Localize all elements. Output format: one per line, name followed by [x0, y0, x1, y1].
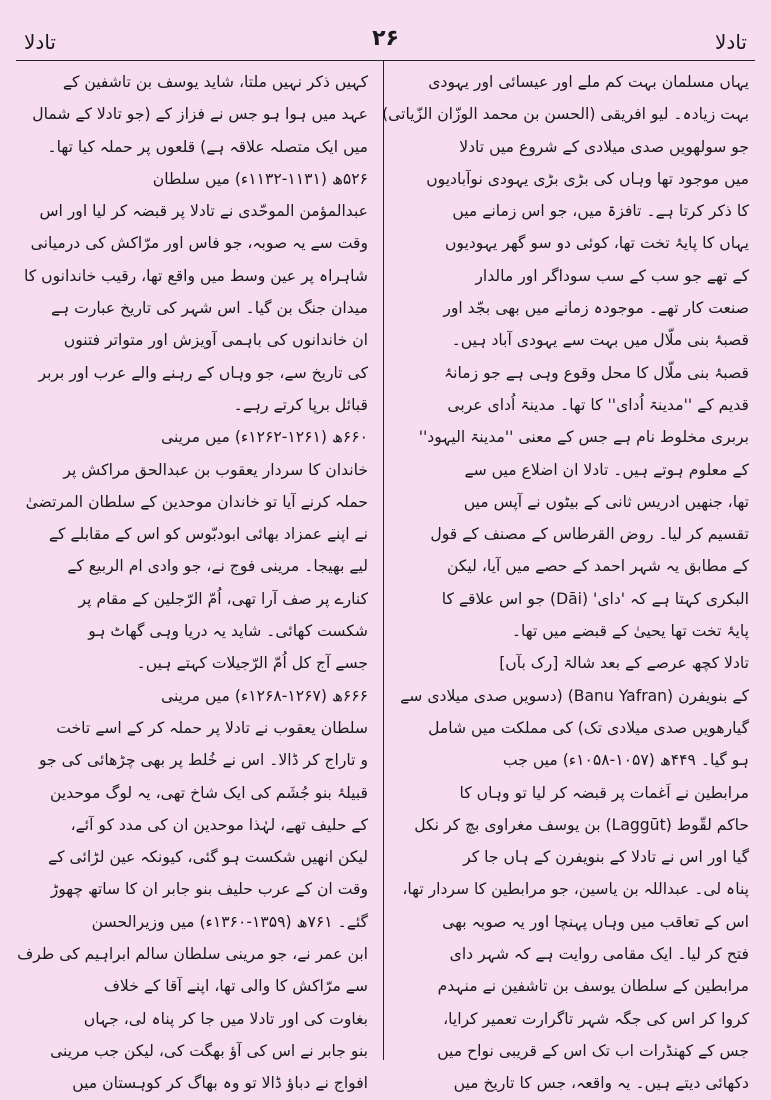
text-line: کروا کر اس کی جگہ شہر تاگرارت تعمیر کرایا،: [443, 1009, 749, 1028]
text-line: صنعت کار تھے۔ موجودہ زمانے میں بھی بجّد اور: [443, 299, 749, 318]
text-line: ہو گیا۔ ۴۴۹ھ (۱۰۵۷-۱۰۵۸ء) میں جب: [502, 751, 749, 770]
text-line: قبیلۂ بنو جُشَم کی ایک شاخ تھی، یہ لوگ موحدین: [50, 783, 368, 802]
text-line: پناہ لی۔ عبداللہ بن یاسین، جو مرابطین کا سردار تھا،: [402, 880, 749, 899]
header-rule: [16, 60, 755, 61]
text-line: دکھائی دیتے ہیں۔ یہ واقعہ، جس کا تاریخ میں: [453, 1074, 749, 1093]
text-line: حاکم لقّوط (Laggūt) بن یوسف مغراوی بچ کر نکل: [414, 815, 749, 834]
text-line: ان خاندانوں کی باہمی آویزش اور متواتر فتنوں: [63, 331, 368, 350]
text-column-right: [382, 66, 749, 1093]
text-line: میدان جنگ بن گیا۔ اس شہر کی تاریخ عبارت ہے: [50, 299, 368, 318]
text-line: عبدالمؤمن الموحّدی نے تادلا پر قبضہ کر لیا اور اس: [39, 202, 368, 221]
header-title-left: تادلا: [24, 30, 56, 54]
text-line: جس کے کھنڈرات اب تک اس کے قریبی نواح میں: [437, 1041, 749, 1060]
text-line: البکری کہتا ہے کہ 'دای' (Dāi) جو اس علاقے کا: [441, 589, 749, 608]
text-line: افواج نے دباؤ ڈالا تو وہ بھاگ کر کوہستان میں: [72, 1074, 368, 1093]
text-line: مرابطین کے سلطان یوسف بن تاشفین نے منہدم: [437, 977, 749, 996]
text-line: گئے۔ ۷۶۱ھ (۱۳۵۹-۱۳۶۰ء) میں وزیرالحسن: [91, 912, 368, 931]
text-line: قصبۂ بنی ملّال کا محل وقوع وہی ہے جو زمانۂ: [444, 363, 749, 382]
text-line: تقسیم کر لیا۔ روض القرطاس کے مصنف کے قول: [430, 525, 749, 544]
text-line: میں موجود تھا وہاں کی بڑی بڑی یہودی نوآبادیوں: [426, 169, 749, 188]
page-number: ۲۶: [372, 26, 399, 51]
text-line: حملہ کرنے آیا تو خاندان موحدین کے سلطان المرتضیٰ: [25, 492, 368, 511]
column-left-text: [17, 66, 368, 1100]
text-line: یہاں مسلمان بہت کم ملے اور عیسائی اور یہودی: [428, 73, 749, 91]
text-line: گیارھویں صدی میلادی تک) کی مملکت میں شامل: [428, 718, 749, 737]
text-line: کے بنویفرن (Banu Yafran) (دسویں صدی میلادی سے: [400, 686, 749, 705]
text-line: تادلا کچھ عرصے کے بعد شالۃ [رک بآں]: [499, 654, 749, 673]
text-line: جسے آج کل اُمّ الرّجیلات کہتے ہیں۔: [136, 654, 368, 673]
text-column-left: [17, 66, 368, 1093]
text-line: پایۂ تخت تھا یحییٰ کے قبضے میں تھا۔: [511, 622, 749, 641]
text-line: خاندان کا سردار یعقوب بن عبدالحق مراکش پر: [63, 460, 368, 479]
column-divider: [383, 60, 384, 1060]
text-line: عہد میں ہوا ہو جس نے فزاز کے (جو تادلا کے شمال: [32, 105, 368, 124]
text-line: کا ذکر کرتا ہے۔ تافزۃ میں، جو اس زمانے میں: [452, 202, 749, 221]
text-line: کے تھے جو سب کے سب سوداگر اور مالدار: [475, 266, 749, 285]
text-line: لیکن انھیں شکست ہو گئی، کیونکہ عین لڑائی کے: [47, 848, 368, 867]
text-line: کنارے پر صف آرا تھی، اُمّ الرّجلین کے مقام پر: [78, 589, 368, 608]
text-line: و تاراج کر ڈالا۔ اس نے خُلط پر بھی چڑھائی کی جو: [39, 751, 368, 770]
column-right-text: [382, 66, 749, 1100]
text-line: قبائل برپا کرتے رہے۔: [233, 395, 368, 414]
text-line: ۶۶۶ھ (۱۲۶۷-۱۲۶۸ء) میں مرینی: [160, 686, 368, 705]
text-line: اس کے تعاقب میں وہاں پہنچا اور یہ صوبہ بھی: [442, 912, 749, 931]
text-line: ابن عمر نے، جو مرینی سلطان سالم ابراہیم کی طرف: [17, 945, 368, 964]
text-line: سلطان یعقوب نے تادلا پر حملہ کر کے اسے تاخت: [56, 718, 368, 737]
text-line: وقت سے یہ صوبہ، جو فاس اور مرّاکش کی درمیانی: [30, 234, 368, 253]
text-line: کے معلوم ہوتے ہیں۔ تادلا ان اضلاع میں سے: [464, 460, 749, 479]
text-line: تھا، جنھیں ادریس ثانی کے بیٹوں نے آپس میں: [463, 492, 749, 511]
text-line: قدیم کے ''مدینۃ اُدای'' کا تھا۔ مدینۃ اُدای عربی: [447, 395, 749, 414]
text-line: کی تاریخ سے، جو وہاں کے رہنے والے عرب اور بربر: [38, 363, 368, 382]
text-line: کے مطابق یہ شہر احمد کے حصے میں آیا، لیکن: [446, 557, 749, 576]
text-line: فتح کر لیا۔ ایک مقامی روایت ہے کہ شہر دای: [449, 945, 749, 964]
header-title-right: تادلا: [715, 30, 747, 54]
text-line: میں ایک متصلہ علاقہ ہے) قلعوں پر حملہ کیا تھا۔: [47, 137, 368, 156]
text-line: گیا اور اس نے تادلا کے بنویفرن کے ہاں جا کر: [463, 848, 749, 867]
text-line: شاہراہ پر عین وسط میں واقع تھا، رقیب خاندانوں کا: [24, 266, 368, 285]
text-line: مرابطین نے اَغمات پر قبضہ کر لیا تو وہاں کا: [459, 783, 749, 802]
text-line: یہاں کا پایۂ تخت تھا، کوئی دو سو گھر یہودیوں: [444, 234, 749, 253]
text-line: جو سولھویں صدی میلادی کے شروع میں تادلا: [459, 137, 749, 156]
text-line: قصبۂ بنی ملّال میں بہت سے یہودی آباد ہیں۔: [451, 331, 749, 350]
text-line: نے اپنے عمزاد بھائی ابودبّوس کو اس کے مقابلے کے: [48, 525, 368, 544]
text-line: کہیں ذکر نہیں ملتا، شاید یوسف بن تاشفین کے: [62, 73, 368, 91]
text-line: ۵۲۶ھ (۱۱۳۱-۱۱۳۲ء) میں سلطان: [152, 169, 368, 188]
text-line: شکست کھائی۔ شاید یہ دریا وہی گھاٹ ہو: [88, 622, 368, 641]
text-line: بنو جابر نے اس کی آؤ بھگت کی، لیکن جب مرینی: [50, 1041, 368, 1060]
text-line: کے حلیف تھے، لہٰذا موحدین ان کی مدد کو آئے،: [70, 815, 368, 834]
text-line: بہت زیادہ۔ لیو افریقی (الحسن بن محمد الوزّان الزّیاتی): [382, 105, 749, 124]
text-line: بغاوت کی اور تادلا میں جا کر پناہ لی، جہاں: [83, 1009, 368, 1028]
text-line: سے مرّاکش کا والی تھا، اپنے آقا کے خلاف: [103, 977, 368, 996]
text-line: بربری مخلوط نام ہے جس کے معنی ''مدینۃ الیہود'': [418, 428, 749, 447]
text-line: وقت ان کے عرب حلیف بنو جابر ان کا ساتھ چھوڑ: [50, 880, 368, 899]
page-header: [24, 22, 747, 62]
text-line: ۶۶۰ھ (۱۲۶۱-۱۲۶۲ء) میں مرینی: [160, 428, 368, 447]
text-line: لیے بھیجا۔ مرینی فوج نے، جو وادی ام الربیع کے: [67, 557, 368, 576]
